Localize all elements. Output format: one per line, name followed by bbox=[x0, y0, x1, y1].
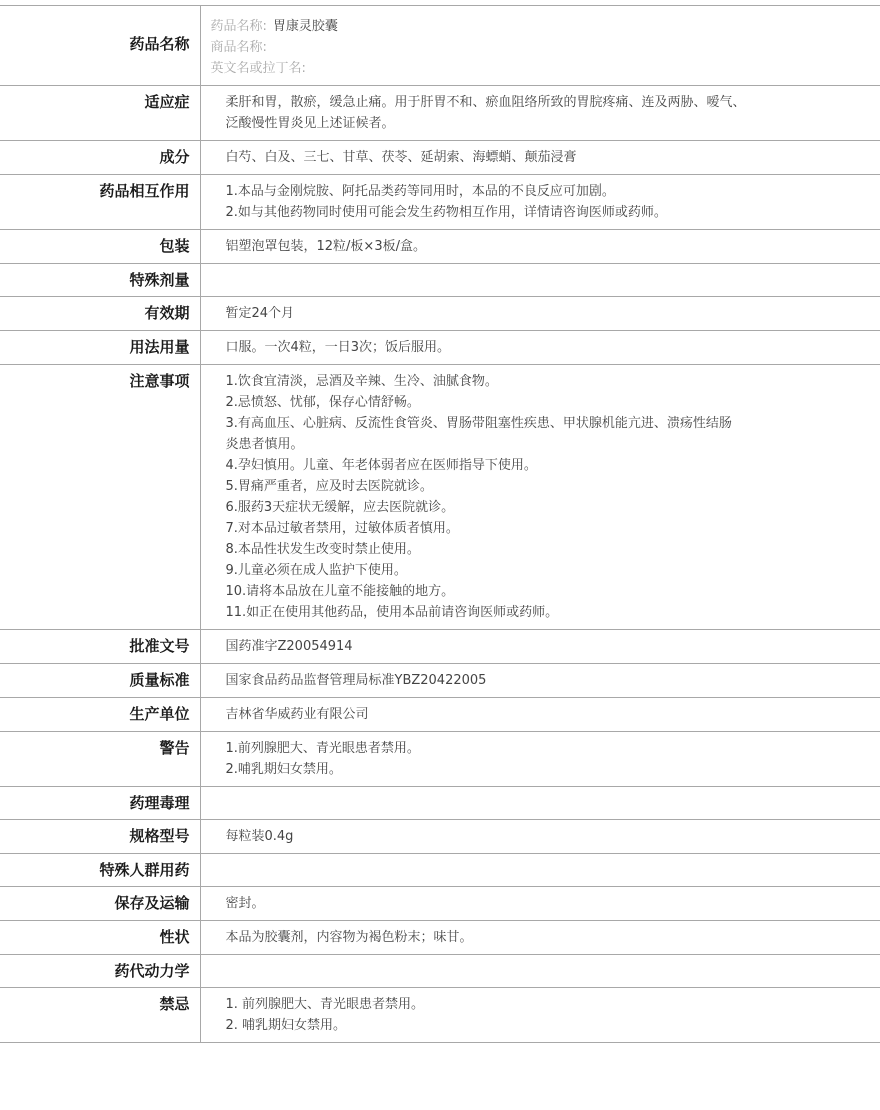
warnings-value bbox=[200, 732, 880, 787]
interactions-label: 药品相互作用 bbox=[0, 175, 200, 230]
precautions-line: 10.请将本品放在儿童不能接触的地方。 bbox=[225, 584, 455, 599]
drug-name-value bbox=[200, 6, 880, 86]
row-precautions bbox=[0, 365, 880, 630]
dosage-label: 用法用量 bbox=[0, 331, 200, 365]
interactions-value bbox=[200, 175, 880, 230]
precautions-label: 注意事项 bbox=[0, 365, 200, 630]
precautions-line: 9.儿童必须在成人监护下使用。 bbox=[225, 563, 407, 578]
storage-label: 保存及运输 bbox=[0, 887, 200, 921]
ingredients-value bbox=[200, 141, 880, 175]
special-dosage-label: 特殊剂量 bbox=[0, 264, 200, 297]
special-populations-value bbox=[200, 854, 880, 887]
quality-standard-line: 国家食品药品监督管理局标准YBZ20422005 bbox=[225, 673, 487, 688]
precautions-line: 11.如正在使用其他药品，使用本品前请咨询医师或药师。 bbox=[225, 605, 559, 620]
generic-name-line bbox=[211, 16, 871, 37]
precautions-line: 3.有高血压、心脏病、反流性食管炎、胃肠带阻塞性疾患、甲状腺机能亢进、溃疡性结肠 bbox=[225, 416, 732, 431]
generic-name-value: 胃康灵胶囊 bbox=[272, 19, 338, 34]
precautions-line: 2.忌愤怒、忧郁，保存心情舒畅。 bbox=[225, 395, 420, 410]
drug-name-label: 药品名称 bbox=[0, 6, 200, 86]
pharmacokinetics-label: 药代动力学 bbox=[0, 955, 200, 988]
english-name-label: 英文名或拉丁名: bbox=[210, 61, 306, 76]
row-quality-standard bbox=[0, 664, 880, 698]
warnings-line: 2.哺乳期妇女禁用。 bbox=[225, 762, 342, 777]
indications-value bbox=[200, 86, 880, 141]
precautions-line: 1.饮食宜清淡，忌酒及辛辣、生冷、油腻食物。 bbox=[225, 374, 498, 389]
row-special-populations bbox=[0, 854, 880, 887]
row-drug-name bbox=[0, 6, 880, 86]
row-special-dosage bbox=[0, 264, 880, 297]
row-storage bbox=[0, 887, 880, 921]
shelf-life-value bbox=[200, 297, 880, 331]
row-dosage bbox=[0, 331, 880, 365]
description-value bbox=[200, 921, 880, 955]
row-approval-number bbox=[0, 630, 880, 664]
manufacturer-label: 生产单位 bbox=[0, 698, 200, 732]
specification-label: 规格型号 bbox=[0, 820, 200, 854]
quality-standard-label: 质量标准 bbox=[0, 664, 200, 698]
row-packaging bbox=[0, 230, 880, 264]
precautions-line: 7.对本品过敏者禁用，过敏体质者慎用。 bbox=[225, 521, 459, 536]
row-interactions bbox=[0, 175, 880, 230]
description-line: 本品为胶囊剂，内容物为褐色粉末；味甘。 bbox=[225, 930, 473, 945]
indications-line: 柔肝和胃，散瘀，缓急止痛。用于肝胃不和、瘀血阻络所致的胃脘疼痛、连及两胁、嗳气、 bbox=[225, 95, 746, 110]
trade-name-label: 商品名称: bbox=[210, 40, 267, 55]
generic-name-label: 药品名称: bbox=[210, 19, 267, 34]
pharmacology-label: 药理毒理 bbox=[0, 787, 200, 820]
dosage-line: 口服。一次4粒，一日3次；饭后服用。 bbox=[225, 340, 451, 355]
drug-info-table bbox=[0, 5, 880, 1043]
special-populations-label: 特殊人群用药 bbox=[0, 854, 200, 887]
special-dosage-value bbox=[200, 264, 880, 297]
approval-number-line: 国药准字Z20054914 bbox=[225, 639, 353, 654]
precautions-line: 5.胃痛严重者，应及时去医院就诊。 bbox=[225, 479, 433, 494]
ingredients-label: 成分 bbox=[0, 141, 200, 175]
description-label: 性状 bbox=[0, 921, 200, 955]
row-pharmacology bbox=[0, 787, 880, 820]
quality-standard-value bbox=[200, 664, 880, 698]
precautions-line: 4.孕妇慎用。儿童、年老体弱者应在医师指导下使用。 bbox=[225, 458, 537, 473]
precautions-line: 8.本品性状发生改变时禁止使用。 bbox=[225, 542, 420, 557]
packaging-label: 包装 bbox=[0, 230, 200, 264]
row-manufacturer bbox=[0, 698, 880, 732]
interactions-line: 1.本品与金刚烷胺、阿托品类药等同用时，本品的不良反应可加剧。 bbox=[225, 184, 615, 199]
approval-number-label: 批准文号 bbox=[0, 630, 200, 664]
row-shelf-life bbox=[0, 297, 880, 331]
interactions-line: 2.如与其他药物同时使用可能会发生药物相互作用，详情请咨询医师或药师。 bbox=[225, 205, 667, 220]
contraindications-line: 1. 前列腺肥大、青光眼患者禁用。 bbox=[225, 997, 425, 1012]
precautions-line: 炎患者慎用。 bbox=[225, 437, 304, 452]
pharmacology-value bbox=[200, 787, 880, 820]
manufacturer-value bbox=[200, 698, 880, 732]
indications-line: 泛酸慢性胃炎见上述证候者。 bbox=[225, 116, 395, 131]
row-warnings bbox=[0, 732, 880, 787]
dosage-value bbox=[200, 331, 880, 365]
shelf-life-line: 暂定24个月 bbox=[225, 306, 295, 321]
contraindications-label: 禁忌 bbox=[0, 988, 200, 1043]
warnings-label: 警告 bbox=[0, 732, 200, 787]
shelf-life-label: 有效期 bbox=[0, 297, 200, 331]
warnings-line: 1.前列腺肥大、青光眼患者禁用。 bbox=[225, 741, 420, 756]
ingredients-line: 白芍、白及、三七、甘草、茯苓、延胡索、海螵蛸、颠茄浸膏 bbox=[225, 150, 577, 165]
contraindications-line: 2. 哺乳期妇女禁用。 bbox=[225, 1018, 347, 1033]
row-ingredients bbox=[0, 141, 880, 175]
approval-number-value bbox=[200, 630, 880, 664]
row-specification bbox=[0, 820, 880, 854]
packaging-line: 铝塑泡罩包装，12粒/板×3板/盒。 bbox=[225, 239, 426, 254]
contraindications-value bbox=[200, 988, 880, 1043]
manufacturer-line: 吉林省华威药业有限公司 bbox=[225, 707, 369, 722]
row-indications bbox=[0, 86, 880, 141]
specification-line: 每粒装0.4g bbox=[225, 829, 294, 844]
specification-value bbox=[200, 820, 880, 854]
storage-value bbox=[200, 887, 880, 921]
precautions-value bbox=[200, 365, 880, 630]
pharmacokinetics-value bbox=[200, 955, 880, 988]
precautions-line: 6.服药3天症状无缓解，应去医院就诊。 bbox=[225, 500, 455, 515]
packaging-value bbox=[200, 230, 880, 264]
row-contraindications bbox=[0, 988, 880, 1043]
row-pharmacokinetics bbox=[0, 955, 880, 988]
indications-label: 适应症 bbox=[0, 86, 200, 141]
row-description bbox=[0, 921, 880, 955]
storage-line: 密封。 bbox=[225, 896, 265, 911]
